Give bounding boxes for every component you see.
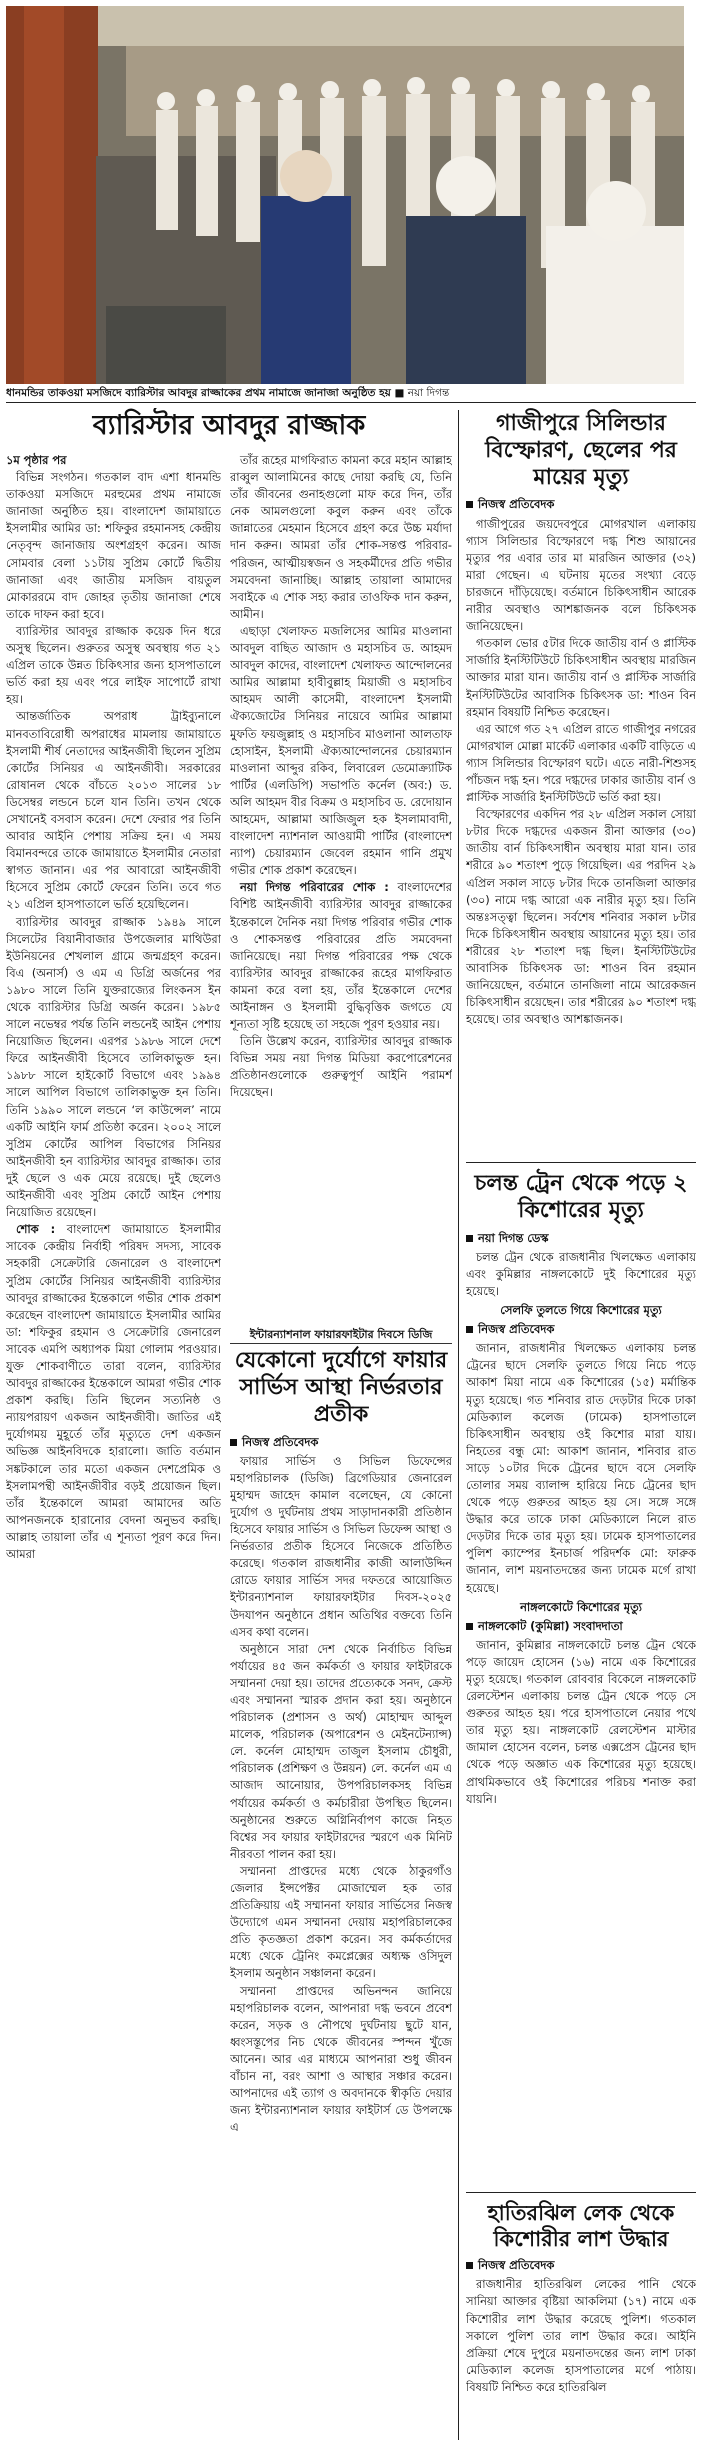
funeral-prayer-photo [6,6,684,384]
lake-story-headline: হাতিরঝিল লেক থেকে কিশোরীর লাশ উদ্ধার [487,2200,675,2251]
train-story-subbyline-1: নিজস্ব প্রতিবেদক [466,1321,696,1338]
gazipur-story-paragraph [466,721,696,806]
gazipur-story-paragraph [466,635,696,720]
fire-story [230,1326,452,2442]
main-story-lead: নয়া দিগন্ত পরিবারের শোক : [240,880,389,895]
main-story-text: তাঁর রূহের মাগফিরাত কামনা করে মহান আল্লাহ রাব্বুল আলামিনের কাছে দোয়া করছি যে, তিনি তাঁর জীবনের গুনাহগুলো মাফ করে দিন, তাঁর নেক আমলগুলো কবুল করুন এবং তাঁকে জান্নাতের মেহমান হিসেবে গ্রহণ করে উচ্চ মর্যাদা দান করুন। আমরা তাঁর শোক-সন্তপ্ত পরিবার-পরিজন, আত্মীয়স্বজন ও সহকর্মীদের প্রতি গভীর সমবেদনা জানাচ্ছি। আল্লাহ তায়ালা আমাদের সবাইকে এ শোক সহ্য করার তাওফিক দান করুন, আমীন। [230,453,452,621]
main-story-text: এছাড়া খেলাফত মজলিসের আমির মাওলানা আবদুল বাছিত আজাদ ও মহাসচিব ড. আহমদ আবদুল কাদের, বাংলাদেশ খেলাফত আন্দোলনের আমির আল্লামা হাবীবুল্লাহ মিয়াজী ও মহাসচিব আহমদ আলী কাসেমী, বাংলাদেশ ইসলামী ঐক্যজোটের সিনিয়র নায়েবে আমির আল্লামা মুফতি ফয়জুল্লাহ ও মহাসচিব মাওলানা আলতাফ হোসাইন, ইসলামী ঐক্যআন্দোলনের চেয়ারম্যান মাওলানা আব্দুর রকিব, লিবারেল ডেমোক্র্যাটিক পার্টির (এলডিপি) সভাপতি কর্নেল (অব:) ড. অলি আহমদ বীর বিক্রম ও মহাসচিব ড. রেদোয়ান আহমেদ, আল্লামা আজিজুল হক ইসলামাবাদী, বাংলাদেশ ন্যাশনাল আওয়ামী পার্টির (বাংলাদেশ ন্যাপ) চেয়ারম্যান জেবেল রহমান গানি প্রমুখ গভীর শোক প্রকাশ করেছেন। [230,623,452,878]
train-story-body-2: জানান, কুমিল্লার নাঙ্গলকোটে চলন্ত ট্রেন থেকে পড়ে জায়েদ হোসেন (১৬) নামে এক কিশোরের মৃত্যু হয়েছে। গতকাল রোববার বিকেলে নাঙ্গলকোট রেলস্টেশন এলাকায় চলন্ত ট্রেন থেকে পড়ে সে গুরুতর আহত হয়। পরে হাসপাতালে নেয়ার পথে তার মৃত্যু হয়। নাঙ্গলকোট রেলস্টেশন মাস্টার জামাল হোসেন বলেন, চলন্ত এক্সপ্রেস ট্রেনের ছাদ থেকে পড়ে অজ্ঞাত এক কিশোরের মৃত্যু হয়েছে। প্রাথমিকভাবে ওই কিশোরের পরিচয় শনাক্ত করা যায়নি। [466,1637,696,1806]
caption-text: ধানমন্ডির তাকওয়া মসজিদে ব্যারিস্টার আবদুর রাজ্জাকের প্রথম নামাজে জানাজা অনুষ্ঠিত হয় [6,387,391,399]
main-story-text: বিভিন্ন সংগঠন। গতকাল বাদ এশা ধানমন্ডি তাকওয়া মসজিদে মরহুমের প্রথম নামাজে জানাজা অনুষ্ঠিত হয়। বাংলাদেশ জামায়াতে ইসলামীর আমির ডা: শফিকুর রহমানসহ কেন্দ্রীয় নেতৃবৃন্দ জানাজায় অংশগ্রহণ করেন। আজ সোমবার বেলা ১১টায় সুপ্রিম কোর্টে দ্বিতীয় জানাজা এবং জাতীয় মসজিদ বায়তুল মোকাররমে বাদ জোহর তৃতীয় জানাজা শেষে তাকে দাফন করা হবে। [6,470,221,621]
fire-story-paragraph [230,1983,452,2137]
fire-story-paragraph [230,1863,452,1983]
gazipur-story-headline: গাজীপুরে সিলিন্ডার বিস্ফোরণ, ছেলের পর মায়ের মৃত্যু [485,410,677,490]
main-story-paragraph [6,452,221,469]
gazipur-story-paragraph [466,516,696,636]
lake-story-body: রাজধানীর হাতিরঝিল লেকের পানি থেকে সানিয়া আক্তার বৃষ্টিয়া আকলিমা (১৭) নামে এক কিশোরীর লাশ উদ্ধার করেছে পুলিশ। গতকাল সকালে পুলিশ তার লাশ উদ্ধার করে। আইনি প্রক্রিয়া শেষে দুপুরে ময়নাতদন্তের জন্য লাশ ঢাকা মেডিক্যাল কলেজ হাসপাতালের মর্গে পাঠায়। বিষয়টি নিশ্চিত করে হাতিরঝিল [466,2277,696,2394]
train-story-subbyline-2: নাঙ্গলকোট (কুমিল্লা) সংবাদদাতা [466,1618,696,1635]
gazipur-story-body [466,516,696,1029]
column-divider [458,410,459,2440]
main-story-text: বাংলাদেশ জামায়াতে ইসলামীর সাবেক কেন্দ্রীয় নির্বাহী পরিষদ সদস্য, সাবেক সহকারী সেক্রেটারি জেনারেল ও বাংলাদেশ সুপ্রিম কোর্টের সিনিয়র আইনজীবী ব্যারিস্টার আবদুর রাজ্জাকের ইন্তেকালে গভীর শোক প্রকাশ করেছেন বাংলাদেশ জামায়াতে ইসলামীর আমির ডা: শফিকুর রহমান ও সেক্রেটারি জেনারেল সাবেক এমপি অধ্যাপক মিয়া গোলাম পরওয়ার। যুক্ত শোকবাণীতে তারা বলেন, ব্যারিস্টার আবদুর রাজ্জাকের ইন্তেকালে আমরা গভীর শোক প্রকাশ করছি। তিনি ছিলেন সত্যনিষ্ঠ ও ন্যায়পরায়ণ একজন আইনজীবী। জাতির এই দুর্যোগময় মুহূর্তে তাঁর মৃত্যুতে দেশ একজন অভিজ্ঞ আইনবিদকে হারালো। জাতি বর্তমান সঙ্কটকালে তার মতো একজন দেশপ্রেমিক ও ইসলামপন্থী আইনজীবীর বড়ই প্রয়োজন ছিল। তাঁর ইন্তেকালে আমরা আমাদের অতি আপনজনকে হারানোর বেদনা অনুভব করছি। আল্লাহ তায়ালা তাঁর এ শূন্যতা পূরণ করে দিন। আমরা [6,1222,221,1561]
section-divider [6,402,696,403]
train-story-intro: চলন্ত ট্রেন থেকে রাজধানীর খিলক্ষেত এলাকায় এবং কুমিল্লার নাঙ্গলকোটে দুই কিশোরের মৃত্যু হয়েছে। [466,1249,696,1298]
main-story-column-1 [6,452,221,2442]
fire-story-paragraph [230,1453,452,1641]
main-story-headline: ব্যারিস্টার আবদুর রাজ্জাক [92,410,366,441]
main-story-paragraph [230,879,452,1033]
section-divider [466,2192,696,2193]
main-story-paragraph [6,1221,221,1563]
train-story-headline: চলন্ত ট্রেন থেকে পড়ে ২ কিশোরের মৃত্যু [474,1170,688,1223]
fire-story-tag: ইন্টারন্যাশনাল ফায়ারফাইটার দিবসে ডিজি [230,1326,452,1344]
train-story [466,1168,696,2188]
train-story-body-1: জানান, রাজধানীর খিলক্ষেত এলাকায় চলন্ত ট্রেনের ছাদে সেলফি তুলতে গিয়ে নিচে পড়ে আকাশ মিয়া নামে এক কিশোরের (১৫) মর্মান্তিক মৃত্যু হয়েছে। গত শনিবার রাত দেড়টার দিকে ঢাকা মেডিক্যাল কলেজ (ঢামেক) হাসপাতালে চিকিৎসাধীন অবস্থায় ওই কিশোর মারা যায়। নিহতের বন্ধু মো: আকাশ জানান, শনিবার রাত সাড়ে ১০টার দিকে ট্রেনের ছাদে বসে সেলফি তোলার সময় ব্যালান্স হারিয়ে নিচে ট্রেনের ছাদ থেকে পড়ে গুরুতর আহত হয় সে। সঙ্গে সঙ্গে উদ্ধার করে তাকে ঢাকা মেডিক্যালে নিলে রাত দেড়টার দিকে তার মৃত্যু হয়। ঢামেক হাসপাতালের পুলিশ ক্যাম্পের ইনচার্জ পরিদর্শক মো: ফারুক জানান, লাশ ময়নাতদন্তের জন্য ঢামেক মর্গে রাখা হয়েছে। [466,1341,696,1595]
train-story-byline: নয়া দিগন্ত ডেস্ক [466,1230,696,1247]
fire-story-paragraph [230,1641,452,1863]
main-story-text: বাংলাদেশের বিশিষ্ট আইনজীবী ব্যারিস্টার আবদুর রাজ্জাকের ইন্তেকালে দৈনিক নয়া দিগন্ত পরিবার গভীর শোক ও শোকসন্তপ্ত পরিবারের প্রতি সমবেদনা জানিয়েছে। নয়া দিগন্ত পরিবারের পক্ষ থেকে ব্যারিস্টার আবদুর রাজ্জাকের রূহের মাগফিরাত কামনা করে বলা হয়, তাঁর ইন্তেকালে দেশের আইনাঙ্গন ও ইসলামী বুদ্ধিবৃত্তিক জগতে যে শূন্যতা সৃষ্টি হয়েছে তা সহজে পূরণ হওয়ার নয়। [230,880,452,1032]
main-story-text: ব্যারিস্টার আবদুর রাজ্জাক ১৯৪৯ সালে সিলেটের বিয়ানীবাজার উপজেলার মাথিউরা ইউনিয়নের শেখলাল গ্রামে জন্মগ্রহণ করেন। বিএ (অনার্স) ও এম এ ডিগ্রি অর্জনের পর ১৯৮০ সালে তিনি যুক্তরাজ্যের লিংকনস ইন থেকে ব্যারিস্টার ডিগ্রি অর্জন করেন। ১৯৮৫ সালে নভেম্বর পর্যন্ত তিনি লন্ডনেই আইন পেশায় নিয়োজিত ছিলেন। এরপর ১৯৮৬ সালে দেশে ফিরে আইনজীবী হিসেবে তালিকাভুক্ত হন। ১৯৮৮ সালে হাইকোর্ট বিভাগে এবং ১৯৯৪ সালে আপিল বিভাগে তালিকাভুক্ত হন তিনি। তিনি ১৯৯০ সালে লন্ডনে ‘ল কাউন্সেল’ নামে একটি আইনি ফার্ম প্রতিষ্ঠা করেন। ২০০২ সালে সুপ্রিম কোর্টের আপিল বিভাগের সিনিয়র আইনজীবী হন ব্যারিস্টার আবদুর রাজ্জাক। তার দুই ছেলে ও এক মেয়ে রয়েছে। দুই ছেলেও আইনজীবী এবং সুপ্রিম কোর্টে আইন পেশায় নিয়োজিত রয়েছেন। [6,914,221,1220]
main-story-paragraph [230,452,452,623]
fire-story-text: সম্মাননা প্রাপ্তদের অভিনন্দন জানিয়ে মহাপরিচালক বলেন, আপনারা দগ্ধ ভবনে প্রবেশ করেন, সড়ক ও নৌপথে দুর্ঘটনায় ছুটে যান, ধ্বংসস্তূপের নিচ থেকে জীবনের স্পন্দন খুঁজে আনেন। আর এর মাধ্যমে আপনারা শুধু জীবন বাঁচান না, বরং আশা ও আস্থার সঞ্চার করেন। আপনাদের এই ত্যাগ ও অবদানকে স্বীকৃতি দেয়ার জন্য ইন্টারন্যাশনাল ফায়ার ফাইটার্স ডে উপলক্ষে এ [230,1983,452,2135]
main-story-text: ১ম পৃষ্ঠার পর [6,453,67,467]
gazipur-story-text: এর আগে গত ২৭ এপ্রিল রাতে গাজীপুর নগরের মোগরখাল মোল্লা মার্কেট এলাকার একটি বাড়িতে এ গ্যাস সিলিন্ডার বিস্ফোরণ ঘটে। এতে নারী-শিশুসহ পাঁচজন দগ্ধ হন। পরে দগ্ধদের ঢাকার জাতীয় বার্ন ও প্লাস্টিক সার্জারি ইনস্টিটিউটে ভর্তি করা হয়। [466,721,696,805]
gazipur-story-byline: নিজস্ব প্রতিবেদক [466,496,696,513]
gazipur-story-text: বিস্ফোরণের একদিন পর ২৮ এপ্রিল সকাল সোয়া ৮টার দিকে দগ্ধদের একজন রীনা আক্তার (৩০) জাতীয় বার্ন চিকিৎসাধীন অবস্থায় মারা যান। তার শরীরে ৯০ শতাংশ পুড়ে গিয়েছিল। এর পরদিন ২৯ এপ্রিল সকাল সাড়ে ৮টার দিকে তানজিলা আক্তার (৩০) নামে দগ্ধ আরো এক নারীর মৃত্যু হয়। তিনি অন্তঃসত্ত্বা ছিলেন। সর্বশেষ শনিবার সকাল ৮টার দিকে চিকিৎসাধীন অবস্থায় আয়ানের মৃত্যু হয়। তার শরীরের ২৮ শতাংশ দগ্ধ ছিল। ইনস্টিটিউটের আবাসিক চিকিৎসক ডা: শাওন বিন রহমান জানিয়েছেন, বর্তমানে তানজিলা নামে আরেকজন চিকিৎসাধীন রয়েছেন। তার শরীরের ৯০ শতাংশ দগ্ধ হয়েছে। তার অবস্থাও আশঙ্কাজনক। [466,807,696,1027]
photo-caption [6,386,696,401]
train-story-subhead-2: নাঙ্গলকোটে কিশোরের মৃত্যু [520,1599,642,1614]
main-story-text: ব্যারিস্টার আবদুর রাজ্জাক কয়েক দিন ধরে অসুস্থ ছিলেন। গুরুতর অসুস্থ অবস্থায় গত ২১ এপ্রিল তাকে উন্নত চিকিৎসার জন্য হাসপাতালে ভর্তি করা হয় এবং পরে লাইফ সাপোর্টে রাখা হয়। [6,623,221,707]
main-story-paragraph [6,708,221,913]
gazipur-story-text: গাজীপুরের জয়দেবপুরে মোগরখাল এলাকায় গ্যাস সিলিন্ডার বিস্ফোরণে দগ্ধ শিশু আয়ানের মৃত্যুর পর এবার তার মা মারজিন আক্তার (৩২) মারা গেছেন। এ ঘটনায় মৃতের সংখ্যা বেড়ে চারজনে দাঁড়িয়েছে। বর্তমানে চিকিৎসাধীন আরেক নারীর অবস্থাও আশঙ্কাজনক বলে চিকিৎসক জানিয়েছেন। [466,516,696,634]
photo-illustration [6,6,684,384]
gazipur-story [466,408,696,1158]
main-story-lead: শোক : [16,1222,56,1237]
main-story-paragraph [6,623,221,708]
fire-story-byline: নিজস্ব প্রতিবেদক [230,1434,452,1451]
section-divider [466,1162,696,1163]
main-story-headline-area [6,408,452,449]
lake-story [466,2198,696,2442]
caption-source: ■ নয়া দিগন্ত [394,387,450,399]
main-story-column-2 [230,452,452,1322]
fire-story-text: ফায়ার সার্ভিস ও সিভিল ডিফেন্সের মহাপরিচালক (ডিজি) ব্রিগেডিয়ার জেনারেল মুহাম্মদ জাহেদ কামাল বলেছেন, যে কোনো দুর্যোগ ও দুর্ঘটনায় প্রথম সাড়াদানকারী প্রতিষ্ঠান হিসেবে ফায়ার সার্ভিস ও সিভিল ডিফেন্স আস্থা ও নির্ভরতার প্রতীক হিসেবে নিজেকে প্রতিষ্ঠিত করেছে। গতকাল রাজধানীর কাজী আলাউদ্দিন রোডে ফায়ার সার্ভিস সদর দফতরে আয়োজিত ইন্টারন্যাশনাল ফায়ারফাইটার দিবস-২০২৫ উদযাপন অনুষ্ঠানে প্রধান অতিথির বক্তব্যে তিনি এসব কথা বলেন। [230,1453,452,1639]
fire-story-text: অনুষ্ঠানে সারা দেশ থেকে নির্বাচিত বিভিন্ন পর্যায়ের ৪৫ জন কর্মকর্তা ও ফায়ার ফাইটারকে সম্মাননা দেয়া হয়। তাদের প্রত্যেককে সনদ, ক্রেস্ট এবং সম্মাননা স্মারক প্রদান করা হয়। অনুষ্ঠানে পরিচালক (প্রশাসন ও অর্থ) মোহাম্মদ আব্দুল মালেক, পরিচালক (অপারেশন ও মেইনটেন্যান্স) লে. কর্নেল মোহাম্মদ তাজুল ইসলাম চৌধুরী, পরিচালক (প্রশিক্ষণ ও উন্নয়ন) লে. কর্নেল এম এ আজাদ আনোয়ার, উপপরিচালকসহ বিভিন্ন পর্যায়ের কর্মকর্তা ও কর্মচারীরা উপস্থিত ছিলেন। অনুষ্ঠানের শুরুতে অগ্নিনির্বাপণ কাজে নিহত বিশ্বের সব ফায়ার ফাইটারদের স্মরণে এক মিনিট নীরবতা পালন করা হয়। [230,1641,452,1861]
main-story-text: তিনি উল্লেখ করেন, ব্যারিস্টার আবদুর রাজ্জাক বিভিন্ন সময় নয়া দিগন্ত মিডিয়া করপোরেশনের প্রতিষ্ঠানগুলোকে গুরুত্বপূর্ণ আইনি পরামর্শ দিয়েছেন। [230,1034,452,1100]
main-story-text: আন্তর্জাতিক অপরাধ ট্রাইব্যুনালে মানবতাবিরোধী অপরাধের মামলায় জামায়াতে ইসলামী শীর্ষ নেতাদের আইনজীবী ছিলেন সুপ্রিম কোর্টের সিনিয়র এ আইনজীবী। সরকারের রোষানল থেকে বাঁচতে ২০১৩ সালের ১৮ ডিসেম্বর লন্ডনে চলে যান তিনি। তখন থেকে সেখানেই বসবাস করেন। দেশে ফেরার পর তিনি আবার আইনি পেশায় সক্রিয় হন। এ সময় বিমানবন্দরে তাকে জামায়াতে ইসলামীর নেতারা স্বাগত জানান। এর পর আবারো আইনজীবী হিসেবে সুপ্রিম কোর্টে ফেরেন তিনি। তবে গত ২১ এপ্রিল হাসপাতালে ভর্তি হয়েছিলেন। [6,709,221,912]
main-story-paragraph [230,623,452,879]
fire-story-headline: যেকোনো দুর্যোগে ফায়ার সার্ভিস আস্থা নির্ভরতার প্রতীক [234,1347,448,1427]
lake-story-byline: নিজস্ব প্রতিবেদক [466,2257,696,2274]
main-story-paragraph [6,914,221,1222]
gazipur-story-text: গতকাল ভোর ৫টার দিকে জাতীয় বার্ন ও প্লাস্টিক সার্জারি ইনস্টিটিউটে চিকিৎসাধীন অবস্থায় মারজিন আক্তার মারা যান। জাতীয় বার্ন ও প্লাস্টিক সার্জারি ইনস্টিটিউটের আবাসিক চিকিৎসক ডা: শাওন বিন রহমান বিষয়টি নিশ্চিত করেছেন। [466,636,696,719]
main-story-paragraph [6,469,221,623]
gazipur-story-paragraph [466,806,696,1028]
fire-story-body [230,1453,452,2137]
train-story-subhead-1: সেলফি তুলতে গিয়ে কিশোরের মৃত্যু [500,1303,662,1318]
fire-story-text: সম্মাননা প্রাপ্তদের মধ্যে থেকে ঠাকুরগাঁও জেলার ইন্সপেক্টর মোজাম্মেল হক তার প্রতিক্রিয়ায় এই সম্মাননা ফায়ার সার্ভিসের নিজস্ব উদ্যোগে এমন সম্মাননা দেয়ায় মহাপরিচালকের প্রতি কৃতজ্ঞতা প্রকাশ করেন। সব কর্মকর্তাদের মধ্যে থেকে ট্রেনিং কমপ্লেক্সের অধ্যক্ষ ওসিদুল ইসলাম অনুষ্ঠান সঞ্চালনা করেন। [230,1863,452,1981]
main-story-paragraph [230,1033,452,1101]
